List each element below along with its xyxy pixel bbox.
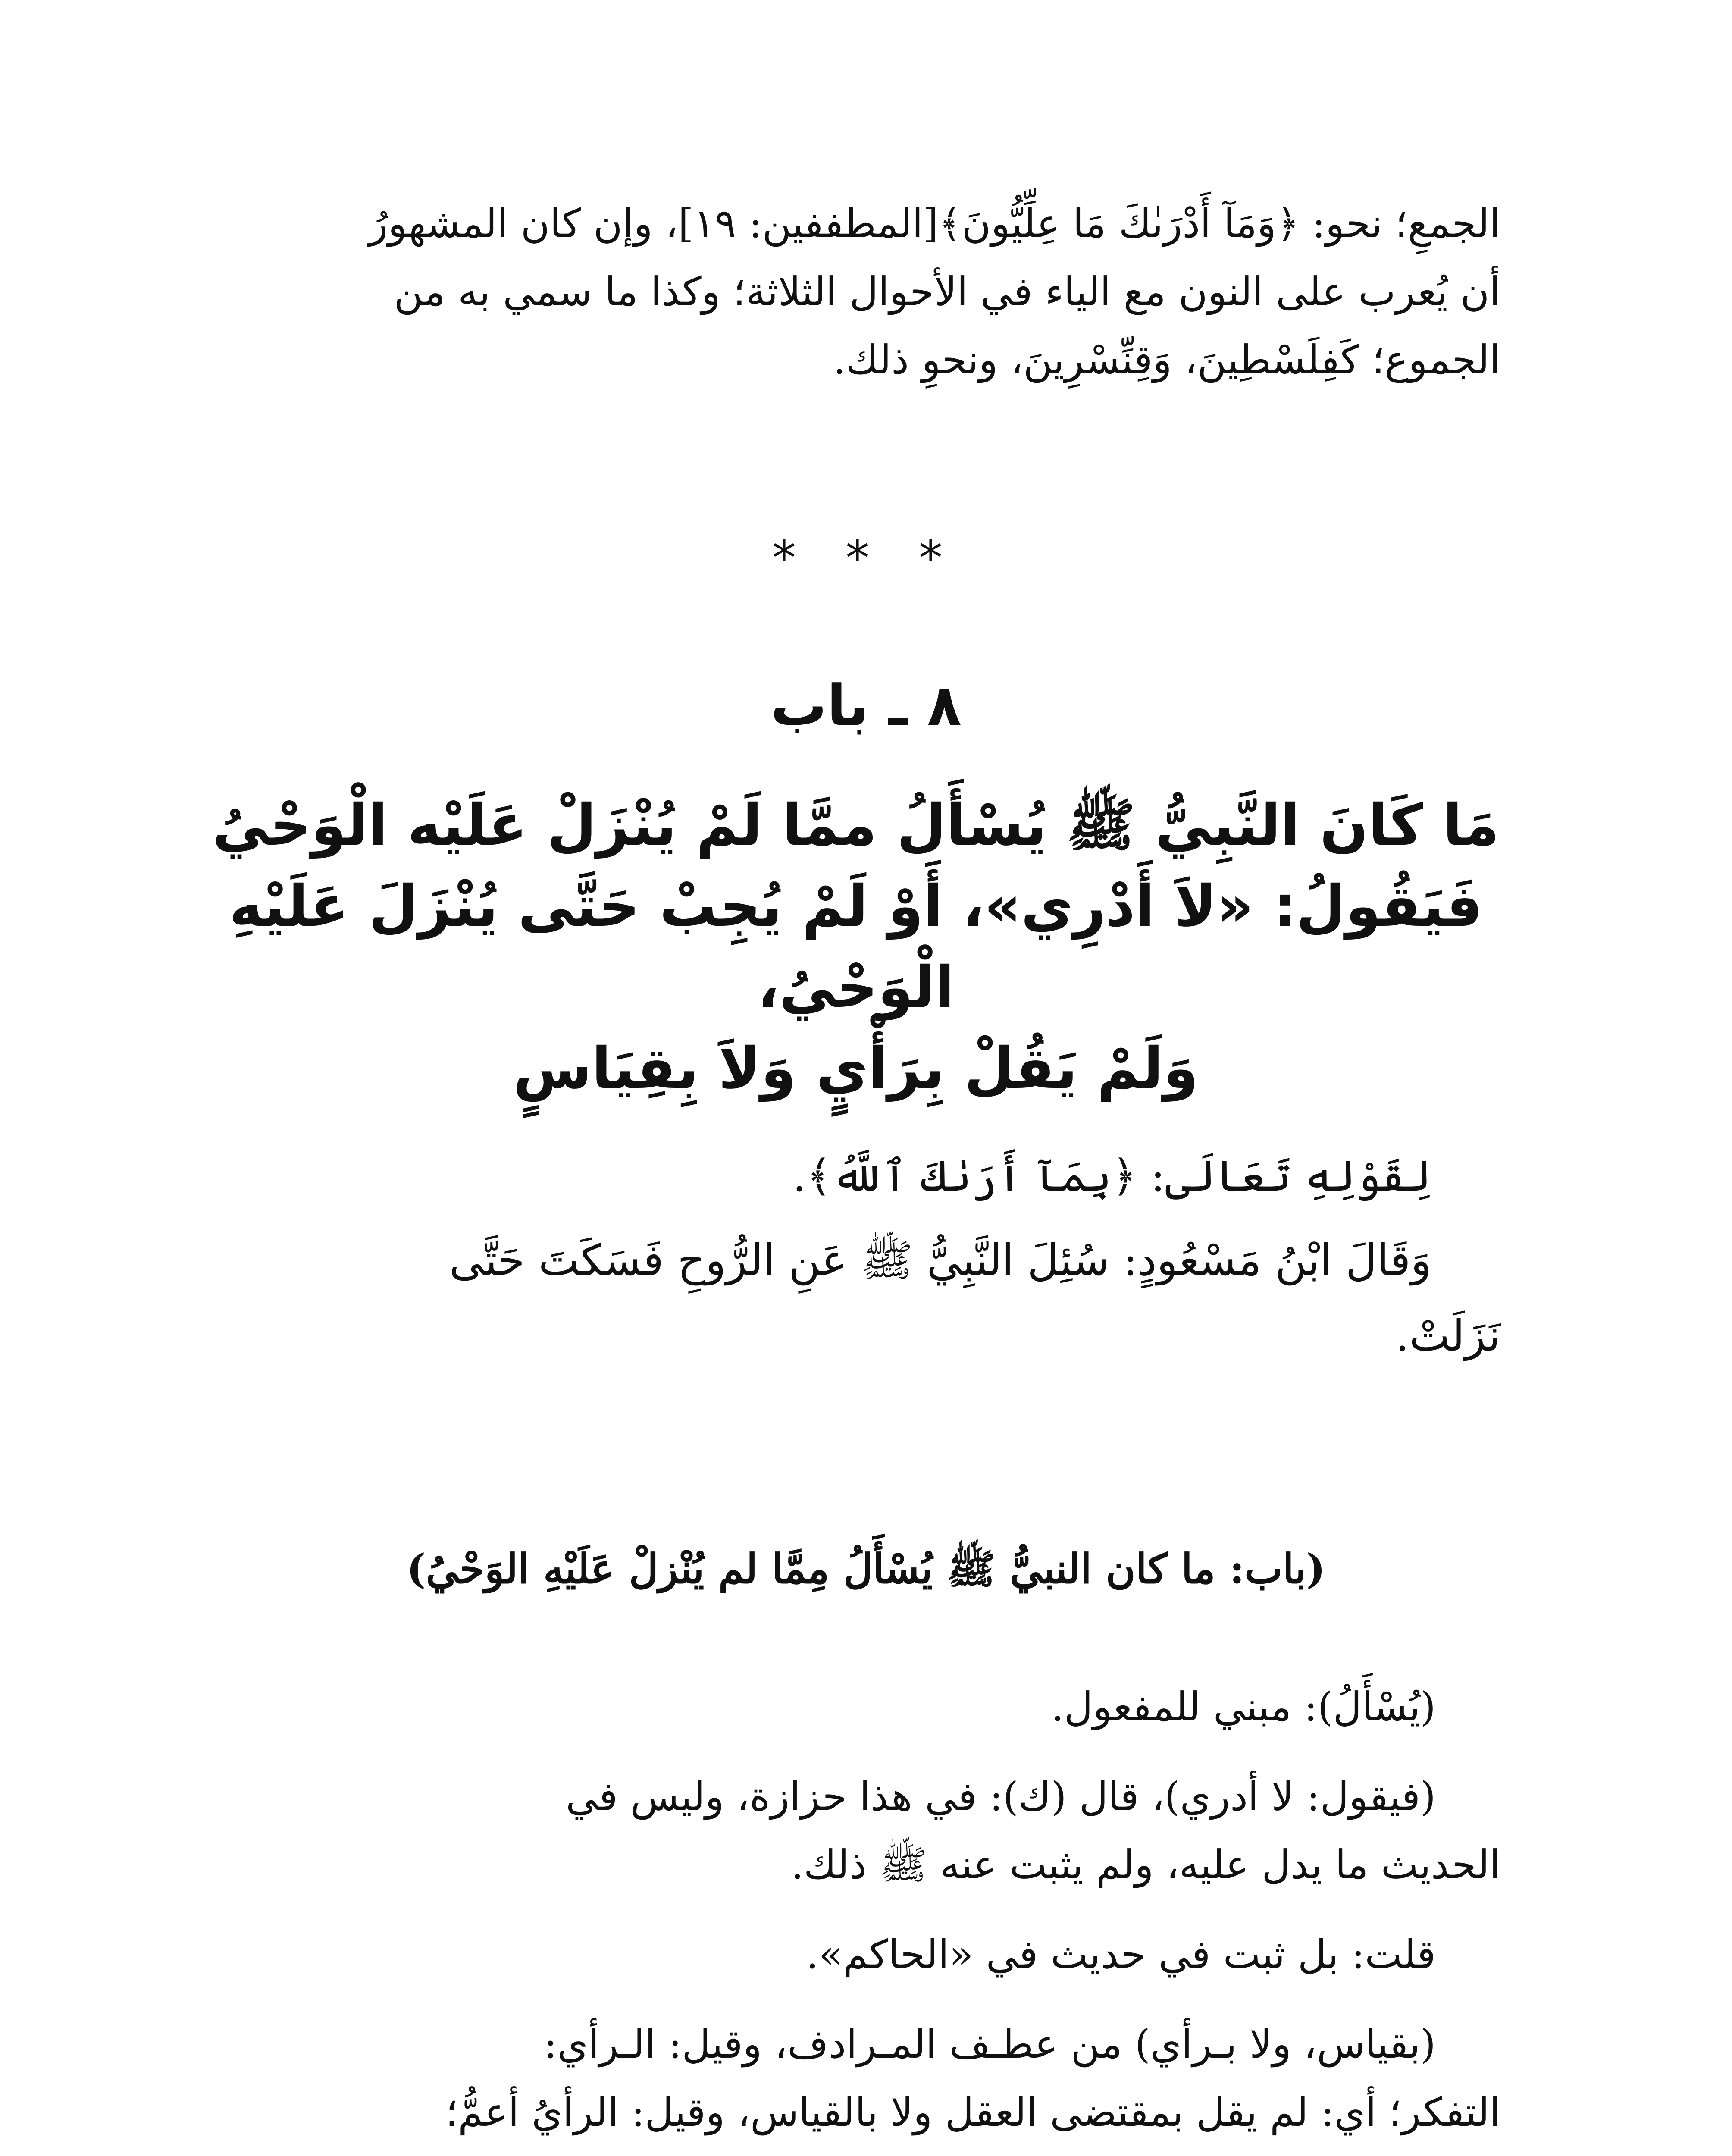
chapter-number: ٨ ـ باب [770,673,962,738]
intro-paragraph [216,190,1500,394]
commentary-p4-line-2: التفكر؛ أي: لم يقل بمقتضى العقل ولا بالقياس، وقيل: الرأيُ أعمُّ؛ [445,2089,1500,2135]
commentary-p2-line-2: الحديث ما يدل عليه، ولم يثبت عنه ﷺ ذلك. [791,1842,1500,1888]
chapter-title-line-1: مَا كَانَ النَّبِيُّ ﷺ يُسْأَلُ ممَّا لَمْ يُنْزَلْ عَلَيْه الْوَحْيُ [212,792,1500,859]
commentary-p1: (يُسْأَلُ): مبني للمفعول. [1051,1684,1436,1730]
commentary-p4-line-1: (بقياس، ولا بـرأي) من عطـف المـرادف، وقيل: الـرأي: [544,2021,1436,2067]
chapter-title [203,785,1509,1109]
commentary-body [224,1673,1500,2147]
chapter-title-line-2: فَيَقُولُ: «لاَ أَدْرِي»، أَوْ لَمْ يُجِبْ حَتَّى يُنْزَلَ عَلَيْهِ الْوَحْيُ، [229,873,1483,1021]
intro-line-1: الجمعِ؛ نحو: ﴿وَمَآ أَدْرَىٰكَ مَا عِلِّيُّونَ﴾[المطففين: ١٩]، وإن كان المشهورُ [369,201,1500,247]
intro-line-2: أن يُعرب على النون مع الياء في الأحوال الثلاثة؛ وكذا ما سمي به من [394,269,1500,315]
hadith-line-2: نَزَلَتْ. [1395,1310,1500,1361]
commentary-p3: قلت: بل ثبت في حديث في «الحاكم». [806,1931,1436,1977]
commentary-p2-line-1: (فيقول: لا أدري)، قال (ك): في هذا حزازة، وليس في [566,1774,1436,1820]
commentary-heading: (باب: ما كان النبيُّ ﷺ يُسْأَلُ مِمَّا لم يُنْزلْ عَلَيْهِ الوَحْيُ) [407,1545,1325,1593]
intro-line-3: الجموع؛ كَفِلَسْطِينَ، وَقِنِّسْرِينَ، ونحوِ ذلك. [833,337,1500,383]
section-separator: * * * [772,530,960,586]
hadith-text [224,1138,1500,1373]
verse-line: لِقَوْلِهِ تَعَالَى: ﴿بِمَآ أَرَىٰكَ ٱللَّهُ﴾. [792,1151,1431,1201]
chapter-title-line-3: وَلَمْ يَقُلْ بِرَأْيٍ وَلاَ بِقِيَاسٍ [513,1035,1199,1102]
hadith-line-1: وَقَالَ ابْنُ مَسْعُودٍ: سُئِلَ النَّبِيُّ ﷺ عَنِ الرُّوحِ فَسَكَتَ حَتَّى [449,1235,1431,1285]
